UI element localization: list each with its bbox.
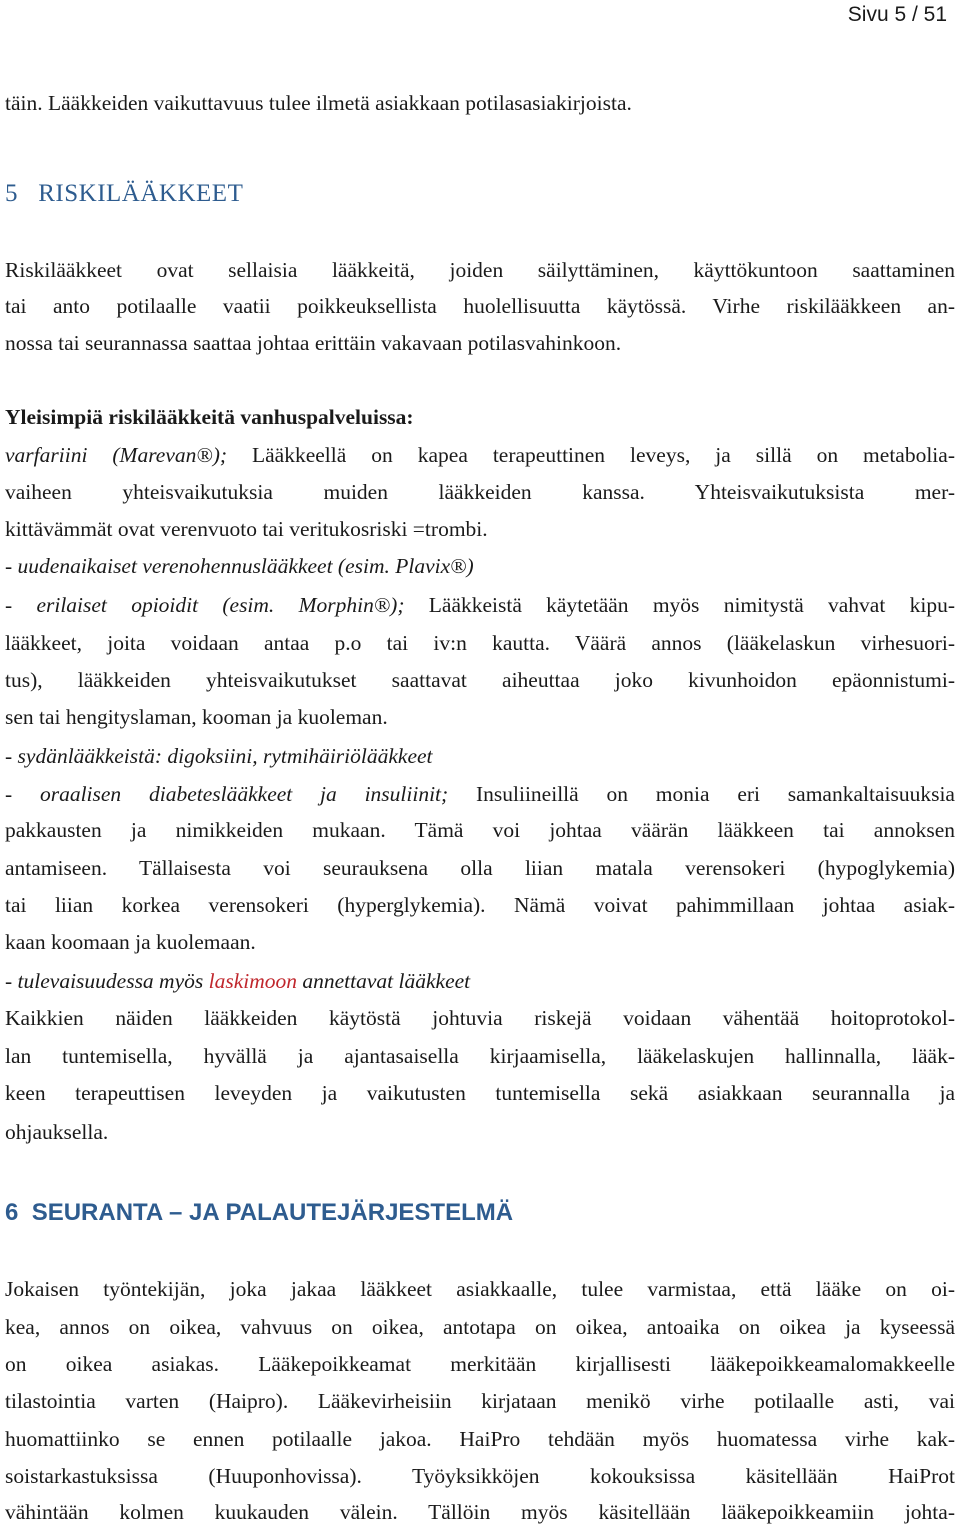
text-line: kittävämmät ovat verenvuoto tai veritukosriski =trombi. bbox=[5, 517, 488, 541]
text-line: tilastointia varten (Haipro). Lääkevirheisiin kirjataan menikö virhe potilaalle asti, vai bbox=[5, 1389, 955, 1413]
text-line: lääkkeet, joita voidaan antaa p.o tai iv:n kautta. Väärä annos (lääkelaskun virhesuori- bbox=[5, 631, 955, 655]
text-line: Kaikkien näiden lääkkeiden käytöstä johtuvia riskejä voidaan vähentää hoitoprotokol- bbox=[5, 1006, 955, 1030]
text-line: soistarkastuksissa (Huuponhovissa). Työyksikköjen kokouksissa käsitellään HaiProt bbox=[5, 1464, 955, 1488]
text-line bbox=[5, 779, 955, 809]
drug-name: - erilaiset opioidit (esim. Morphin®); bbox=[5, 593, 405, 617]
text-line: antamiseen. Tällaisesta voi seurauksena olla liian matala verensokeri (hypoglykemia) bbox=[5, 856, 955, 880]
text-run: - tulevaisuudessa myös bbox=[5, 969, 209, 993]
section-number: 5 bbox=[5, 180, 18, 207]
text-line bbox=[5, 590, 955, 620]
text-line: ohjauksella. bbox=[5, 1120, 109, 1144]
text-line: tai liian korkea verensokeri (hyperglykemia). Nämä voivat pahimmillaan johtaa asiak- bbox=[5, 893, 955, 917]
text-line: huomattiinko se ennen potilaalle jakoa. HaiPro tehdään myös huomatessa virhe kak- bbox=[5, 1427, 955, 1451]
section-title: SEURANTA – JA PALAUTEJÄRJESTELMÄ bbox=[31, 1199, 514, 1226]
text-line: tus), lääkkeiden yhteisvaikutukset saattavat aiheuttaa joko kivunhoidon epäonnistumi- bbox=[5, 668, 955, 692]
list-item bbox=[5, 966, 955, 996]
drug-name: varfariini (Marevan®); bbox=[5, 443, 228, 467]
text-line: kaan koomaan ja kuolemaan. bbox=[5, 930, 256, 954]
text-line bbox=[5, 440, 955, 470]
text-line: pakkausten ja nimikkeiden mukaan. Tämä voi johtaa väärän lääkkeen tai annoksen bbox=[5, 818, 955, 842]
text-run: Insuliineillä on monia eri samankaltaisuuksia bbox=[448, 782, 955, 806]
section-title: RISKILÄÄKKEET bbox=[38, 180, 244, 207]
text-line: tai anto potilaalle vaatii poikkeuksellista huolellisuutta käytössä. Virhe riskilääkkeen an- bbox=[5, 294, 955, 318]
text-line: sen tai hengityslaman, kooman ja kuoleman. bbox=[5, 705, 388, 729]
text-run: Lääkkeellä on kapea terapeuttinen leveys, ja sillä on metabolia- bbox=[227, 443, 955, 467]
text-line: Jokaisen työntekijän, joka jakaa lääkkeet asiakkaalle, tulee varmistaa, että lääke on oi- bbox=[5, 1277, 955, 1301]
text-line: Riskilääkkeet ovat sellaisia lääkkeitä, joiden säilyttäminen, käyttökuntoon saattaminen bbox=[5, 258, 955, 282]
subheading: Yleisimpiä riskilääkkeitä vanhuspalveluissa: bbox=[5, 405, 414, 429]
section-heading-6 bbox=[5, 1197, 513, 1229]
text-run: annettavat lääkkeet bbox=[297, 969, 471, 993]
list-item: - uudenaikaiset verenohennuslääkkeet (esim. Plavix®) bbox=[5, 554, 474, 578]
page-number: Sivu 5 / 51 bbox=[847, 3, 947, 26]
text-line: vaiheen yhteisvaikutuksia muiden lääkkeiden kanssa. Yhteisvaikutuksista mer- bbox=[5, 480, 955, 504]
text-run: Lääkkeistä käytetään myös nimitystä vahvat kipu- bbox=[404, 593, 955, 617]
text-line: kea, annos on oikea, vahvuus on oikea, antotapa on oikea, antoaika on oikea ja kyseessä bbox=[5, 1315, 955, 1339]
text-line: täin. Lääkkeiden vaikuttavuus tulee ilmetä asiakkaan potilasasiakirjoista. bbox=[5, 91, 632, 115]
text-line: keen terapeuttisen leveyden ja vaikutusten tuntemisella sekä asiakkaan seurannalla ja bbox=[5, 1081, 955, 1105]
section-number: 6 bbox=[5, 1199, 19, 1226]
list-item: - sydänlääkkeistä: digoksiini, rytmihäiriölääkkeet bbox=[5, 744, 433, 768]
drug-name: - oraalisen diabeteslääkkeet ja insuliinit; bbox=[5, 782, 449, 806]
text-line: vähintään kolmen kuukauden välein. Tällöin myös käsitellään lääkepoikkeamiin johta- bbox=[5, 1500, 955, 1524]
text-line: lan tuntemisella, hyvällä ja ajantasaisella kirjaamisella, lääkelaskujen hallinnalla, lääk- bbox=[5, 1044, 955, 1068]
section-heading-5 bbox=[5, 178, 243, 210]
text-line: nossa tai seurannassa saattaa johtaa erittäin vakavaan potilasvahinkoon. bbox=[5, 331, 622, 355]
highlighted-word: laskimoon bbox=[208, 969, 298, 993]
text-line: on oikea asiakas. Lääkepoikkeamat merkitään kirjallisesti lääkepoikkeamalomakkeelle bbox=[5, 1352, 955, 1376]
